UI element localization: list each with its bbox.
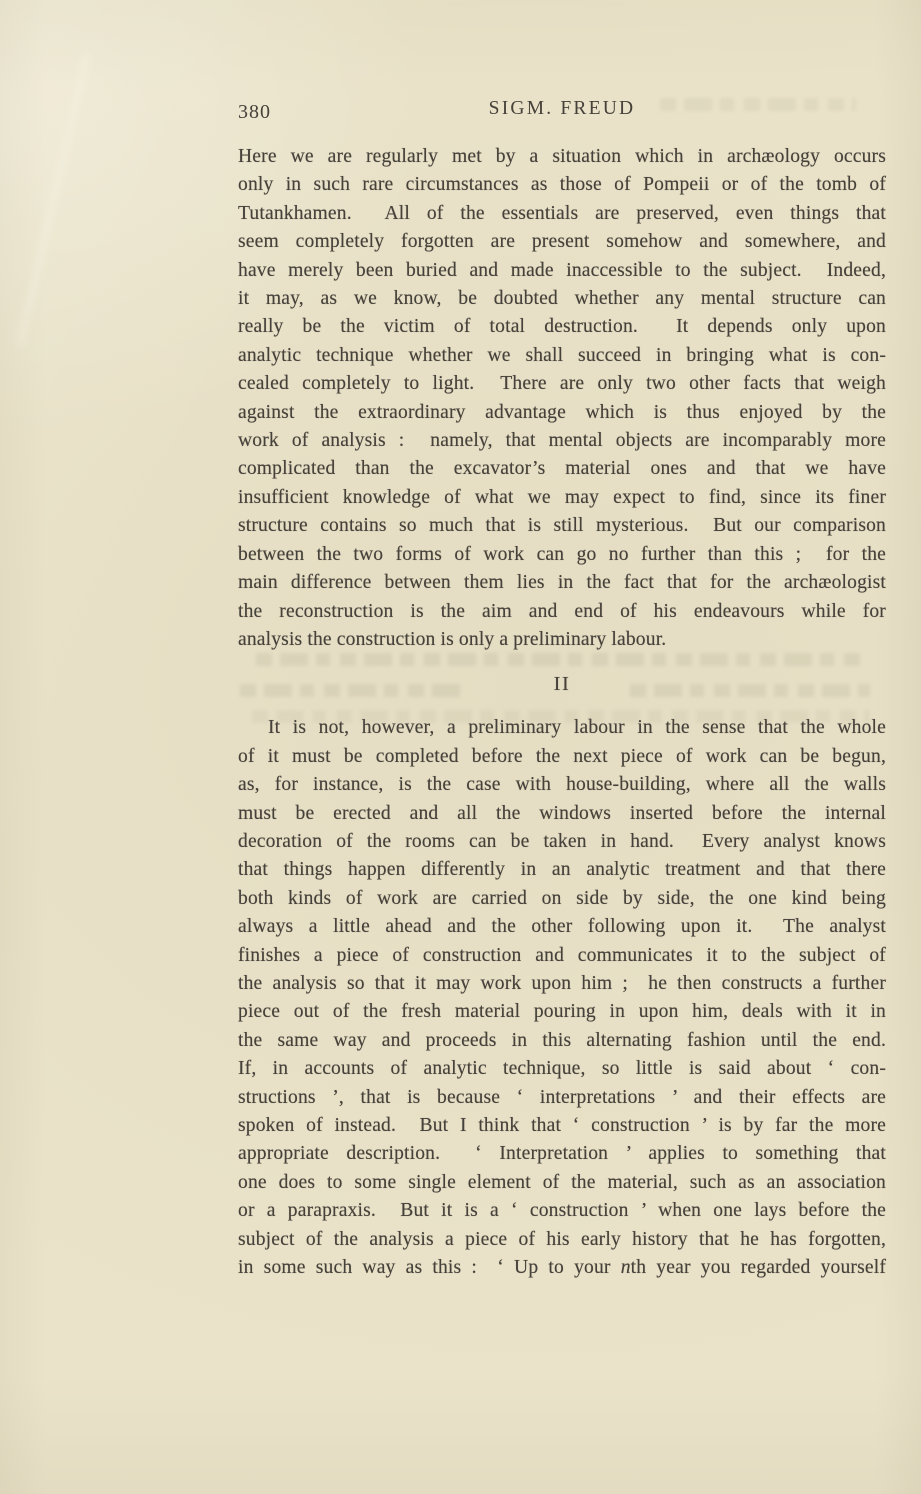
showthrough-smudge <box>630 684 870 697</box>
text-line: in some such way as this : ‘ Up to your nth year you regarded yourself <box>238 1257 887 1279</box>
section-heading: II <box>553 673 571 696</box>
text-line: the reconstruction is the aim and end of his endeavours while for <box>238 600 886 622</box>
showthrough-smudge <box>660 98 856 111</box>
text-line: appropriate description. ‘ Interpretation ’ applies to something that <box>238 1143 886 1165</box>
text-line: the same way and proceeds in this alternating fashion until the end. <box>238 1029 886 1051</box>
text-line: have merely been buried and made inaccessible to the subject. Indeed, <box>238 259 886 281</box>
text-line: spoken of instead. But I think that ‘ construction ’ is by far the more <box>238 1115 886 1136</box>
paper-crease <box>18 54 88 347</box>
text-line: cealed completely to light. There are only two other facts that weigh <box>238 373 886 395</box>
text-line: that things happen differently in an analytic treatment and that there <box>238 859 886 881</box>
text-line: must be erected and all the windows inserted before the internal <box>238 802 886 824</box>
text-line: of it must be completed before the next piece of work can be begun, <box>238 745 886 767</box>
text-line: complicated than the excavator’s material ones and that we have <box>238 458 886 480</box>
text-line: structions ’, that is because ‘ interpretations ’ and their effects are <box>238 1086 886 1108</box>
text-line: it may, as we know, be doubted whether any mental structure can <box>238 288 886 310</box>
text-line: the analysis so that it may work upon him ; he then constructs a further <box>238 972 886 994</box>
text-line: Tutankhamen. All of the essentials are preserved, even things that <box>238 202 886 224</box>
text-line: as, for instance, is the case with house-building, where all the walls <box>238 774 886 796</box>
showthrough-smudge <box>240 684 468 697</box>
text-line: really be the victim of total destruction. It depends only upon <box>238 316 886 338</box>
showthrough-smudge <box>256 653 862 666</box>
text-line: only in such rare circumstances as those of Pompeii or of the tomb of <box>238 174 886 196</box>
text-line: one does to some single element of the material, such as an association <box>238 1171 886 1193</box>
text-line: piece out of the fresh material pouring in upon him, deals with it in <box>238 1001 886 1023</box>
text-line: finishes a piece of construction and communicates it to the subject of <box>238 944 886 966</box>
text-line: analysis the construction is only a preliminary labour. <box>238 628 667 650</box>
text-line: Here we are regularly met by a situation which in archæology occurs <box>238 146 886 167</box>
paragraph-2 <box>238 714 886 1282</box>
text-line: If, in accounts of analytic technique, so little is said about ‘ con- <box>238 1058 886 1080</box>
text-line: or a parapraxis. But it is a ‘ construction ’ when one lays before the <box>238 1200 886 1222</box>
text-line: main difference between them lies in the fact that for the archæologist <box>238 572 886 594</box>
text-line: work of analysis : namely, that mental objects are incomparably more <box>238 430 886 452</box>
text-line: It is not, however, a preliminary labour in the sense that the whole <box>268 717 886 739</box>
text-line: both kinds of work are carried on side by side, the one kind being <box>238 887 886 909</box>
text-line: subject of the analysis a piece of his early history that he has forgotten, <box>238 1228 886 1250</box>
running-header: SIGM. FREUD <box>488 98 636 119</box>
text-line: against the extraordinary advantage which is thus enjoyed by the <box>238 401 886 423</box>
showthrough-smudge <box>252 710 870 723</box>
text-line: structure contains so much that is still mysterious. But our comparison <box>238 515 886 537</box>
page-number: 380 <box>238 101 271 123</box>
text-line: seem completely forgotten are present somehow and somewhere, and <box>238 231 886 253</box>
paragraph-1 <box>238 143 886 654</box>
text-line: between the two forms of work can go no further than this ; for the <box>238 543 886 565</box>
text-line: analytic technique whether we shall succeed in bringing what is con- <box>238 344 886 366</box>
text-line: decoration of the rooms can be taken in hand. Every analyst knows <box>238 830 886 852</box>
text-line: insufficient knowledge of what we may expect to find, since its finer <box>238 486 886 508</box>
text-line: always a little ahead and the other following upon it. The analyst <box>238 916 886 938</box>
